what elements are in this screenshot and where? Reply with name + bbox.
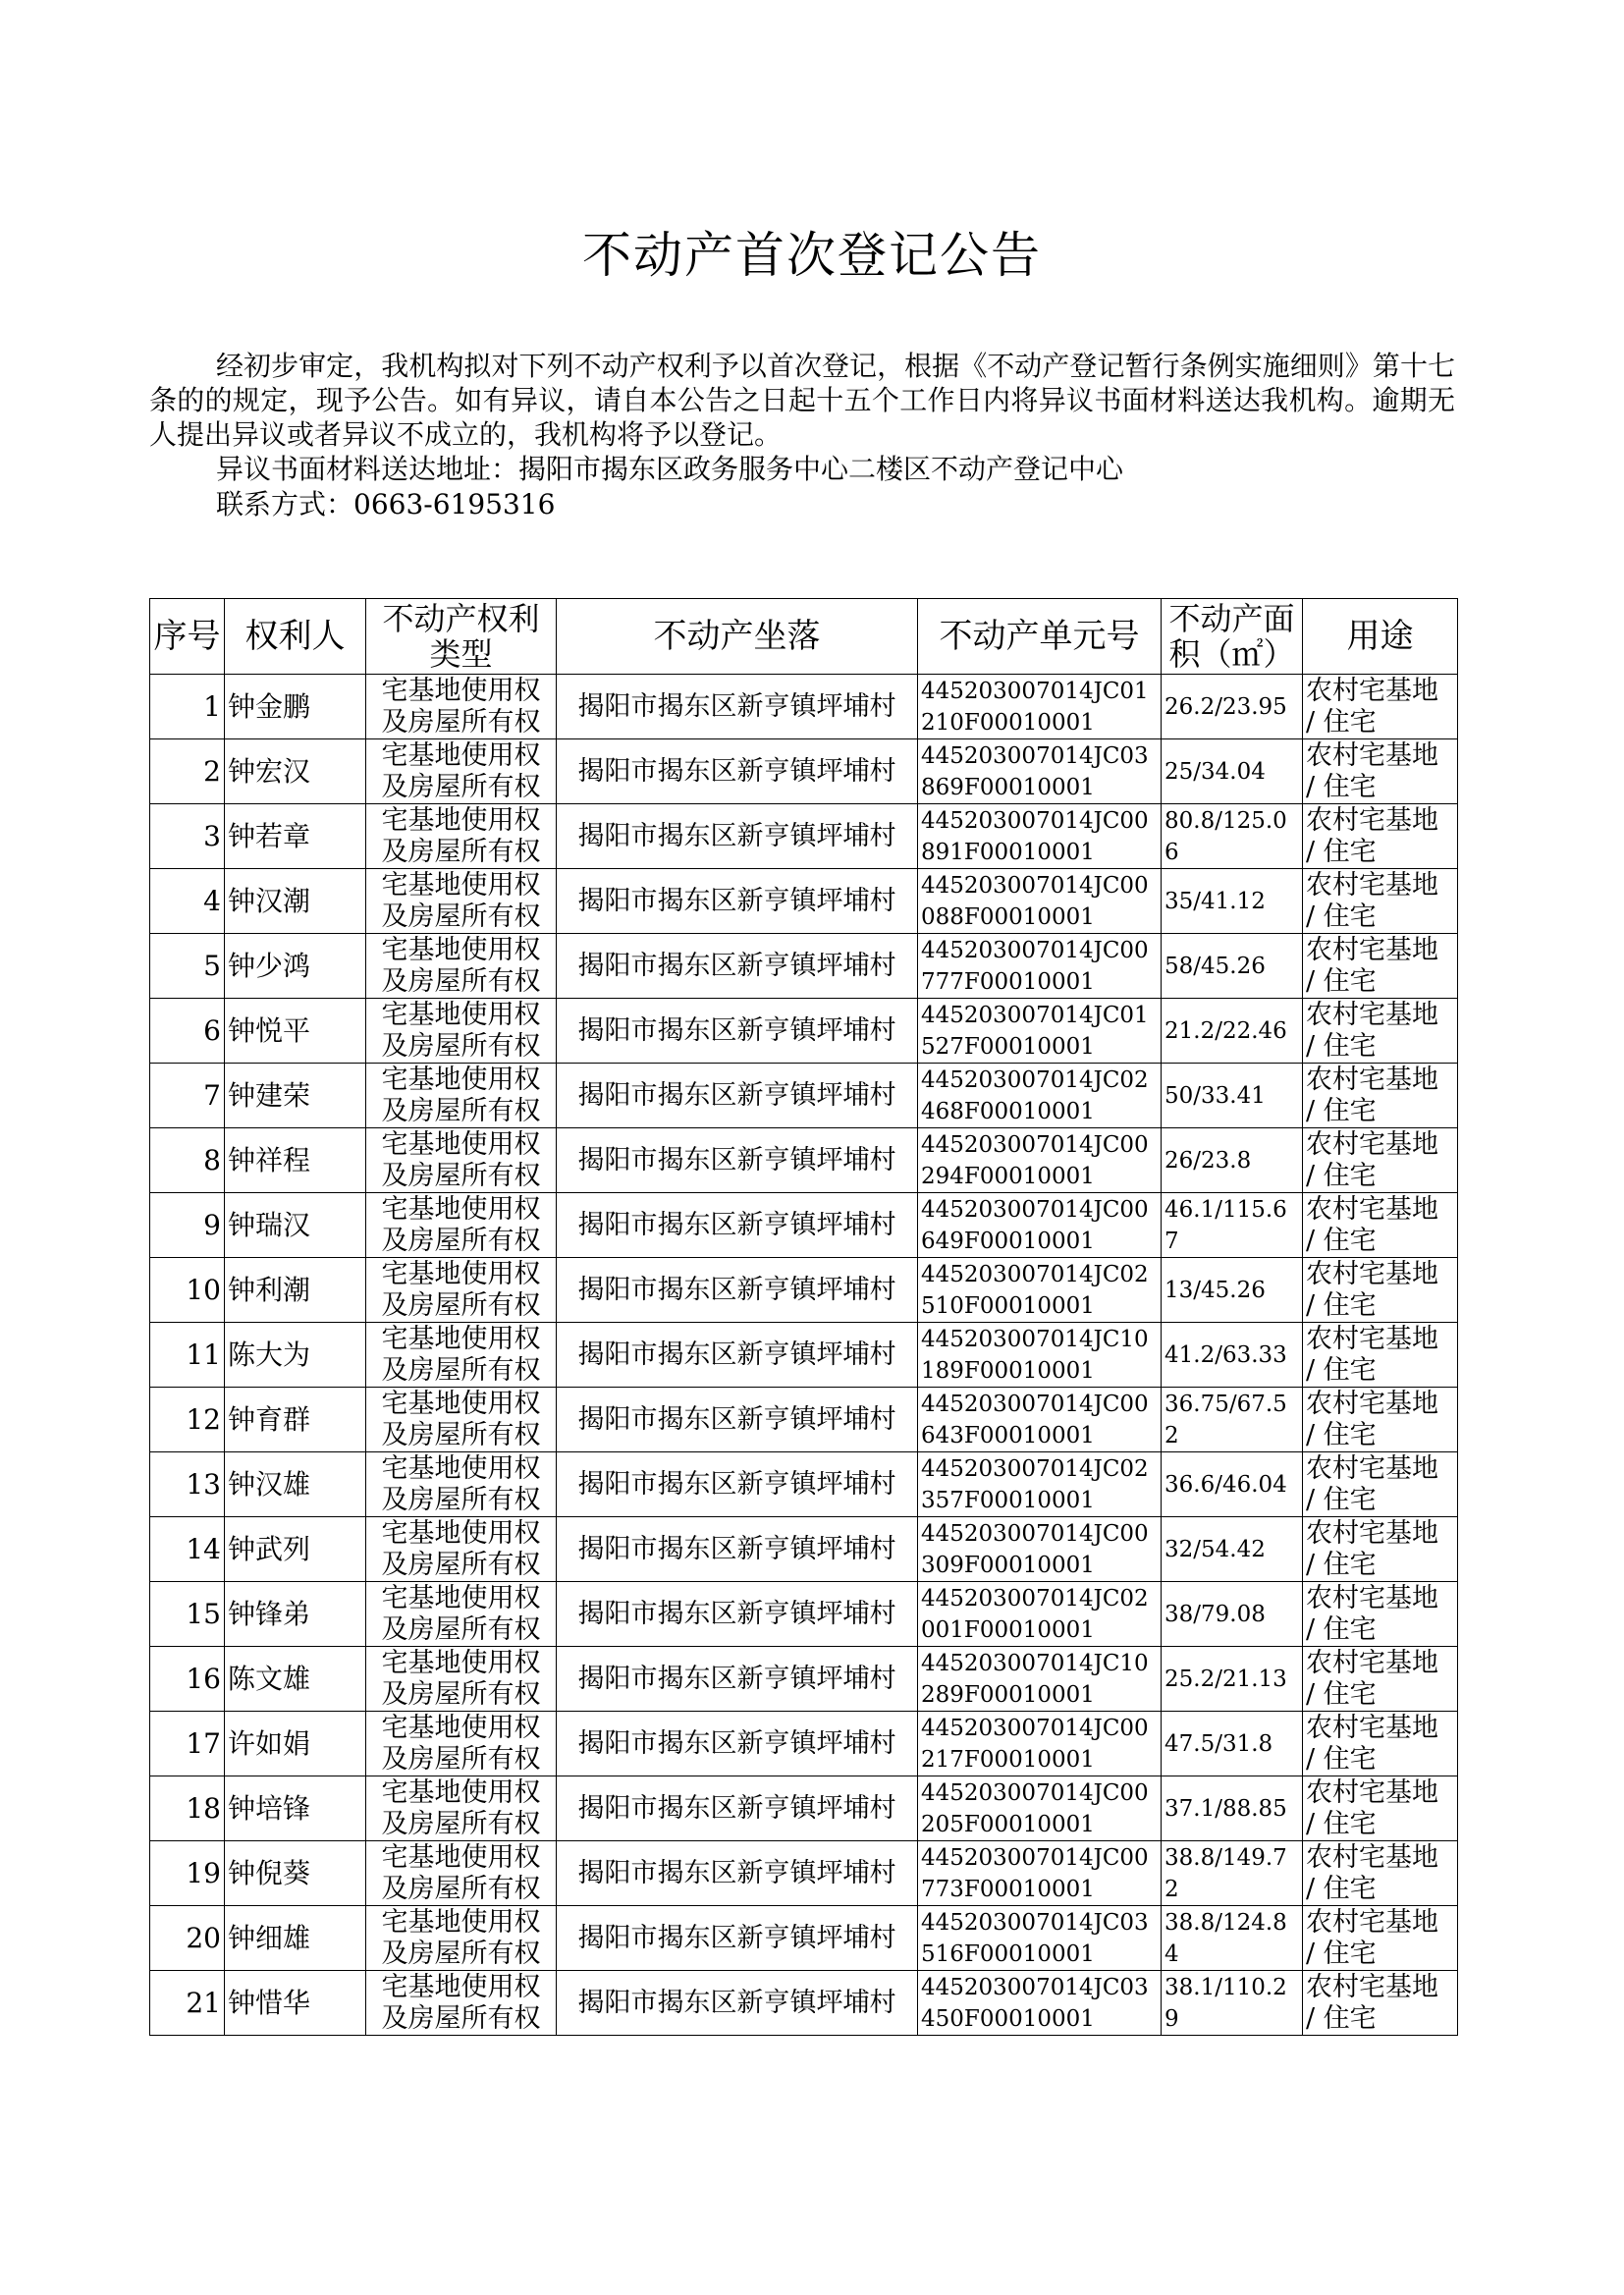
cell-location: 揭阳市揭东区新亨镇坪埔村 <box>557 999 918 1064</box>
cell-type: 宅基地使用权及房屋所有权 <box>366 999 557 1064</box>
cell-use: 农村宅基地 / 住宅 <box>1303 804 1458 869</box>
cell-use: 农村宅基地 / 住宅 <box>1303 1388 1458 1452</box>
table-row <box>150 1517 1458 1582</box>
table-row <box>150 1971 1458 2036</box>
cell-type: 宅基地使用权及房屋所有权 <box>366 675 557 739</box>
cell-owner: 钟育群 <box>225 1388 366 1452</box>
contact-info: 联系方式：0663-6195316 <box>216 488 556 520</box>
cell-unit: 445203007014JC10289F00010001 <box>918 1647 1162 1712</box>
cell-location: 揭阳市揭东区新亨镇坪埔村 <box>557 1647 918 1712</box>
table-row <box>150 934 1458 999</box>
cell-type: 宅基地使用权及房屋所有权 <box>366 804 557 869</box>
table-row <box>150 1452 1458 1517</box>
cell-unit: 445203007014JC02468F00010001 <box>918 1064 1162 1128</box>
cell-use: 农村宅基地 / 住宅 <box>1303 1323 1458 1388</box>
cell-unit: 445203007014JC00088F00010001 <box>918 869 1162 934</box>
cell-location: 揭阳市揭东区新亨镇坪埔村 <box>557 1452 918 1517</box>
cell-owner: 钟建荣 <box>225 1064 366 1128</box>
cell-owner: 陈大为 <box>225 1323 366 1388</box>
cell-owner: 钟金鹏 <box>225 675 366 739</box>
table-row <box>150 1388 1458 1452</box>
cell-location: 揭阳市揭东区新亨镇坪埔村 <box>557 1517 918 1582</box>
cell-unit: 445203007014JC03450F00010001 <box>918 1971 1162 2036</box>
table-row <box>150 1841 1458 1906</box>
header-use: 用途 <box>1303 599 1458 675</box>
table-row <box>150 869 1458 934</box>
cell-area: 25.2/21.13 <box>1162 1647 1303 1712</box>
cell-type: 宅基地使用权及房屋所有权 <box>366 1452 557 1517</box>
cell-use: 农村宅基地 / 住宅 <box>1303 1128 1458 1193</box>
cell-owner: 钟利潮 <box>225 1258 366 1323</box>
cell-seq: 7 <box>150 1064 225 1128</box>
cell-unit: 445203007014JC01527F00010001 <box>918 999 1162 1064</box>
cell-type: 宅基地使用权及房屋所有权 <box>366 1712 557 1776</box>
cell-area: 41.2/63.33 <box>1162 1323 1303 1388</box>
cell-owner: 钟汉潮 <box>225 869 366 934</box>
cell-type: 宅基地使用权及房屋所有权 <box>366 1388 557 1452</box>
cell-unit: 445203007014JC03516F00010001 <box>918 1906 1162 1971</box>
cell-use: 农村宅基地 / 住宅 <box>1303 1582 1458 1647</box>
table-header-row <box>150 599 1458 675</box>
header-area: 不动产面积（㎡） <box>1162 599 1303 675</box>
cell-unit: 445203007014JC02510F00010001 <box>918 1258 1162 1323</box>
cell-seq: 18 <box>150 1776 225 1841</box>
cell-use: 农村宅基地 / 住宅 <box>1303 869 1458 934</box>
cell-location: 揭阳市揭东区新亨镇坪埔村 <box>557 1064 918 1128</box>
cell-use: 农村宅基地 / 住宅 <box>1303 1193 1458 1258</box>
cell-area: 21.2/22.46 <box>1162 999 1303 1064</box>
cell-owner: 钟少鸿 <box>225 934 366 999</box>
cell-unit: 445203007014JC00309F00010001 <box>918 1517 1162 1582</box>
header-location: 不动产坐落 <box>557 599 918 675</box>
cell-seq: 3 <box>150 804 225 869</box>
cell-area: 47.5/31.8 <box>1162 1712 1303 1776</box>
cell-location: 揭阳市揭东区新亨镇坪埔村 <box>557 1323 918 1388</box>
cell-use: 农村宅基地 / 住宅 <box>1303 1712 1458 1776</box>
cell-unit: 445203007014JC00643F00010001 <box>918 1388 1162 1452</box>
table-row <box>150 1128 1458 1193</box>
cell-area: 32/54.42 <box>1162 1517 1303 1582</box>
table-row <box>150 804 1458 869</box>
cell-seq: 19 <box>150 1841 225 1906</box>
cell-use: 农村宅基地 / 住宅 <box>1303 1517 1458 1582</box>
cell-owner: 钟培锋 <box>225 1776 366 1841</box>
cell-owner: 钟若章 <box>225 804 366 869</box>
cell-location: 揭阳市揭东区新亨镇坪埔村 <box>557 1841 918 1906</box>
cell-type: 宅基地使用权及房屋所有权 <box>366 1064 557 1128</box>
header-seq: 序号 <box>150 599 225 675</box>
cell-seq: 6 <box>150 999 225 1064</box>
cell-area: 36.75/67.52 <box>1162 1388 1303 1452</box>
cell-type: 宅基地使用权及房屋所有权 <box>366 1776 557 1841</box>
cell-seq: 13 <box>150 1452 225 1517</box>
cell-unit: 445203007014JC02357F00010001 <box>918 1452 1162 1517</box>
cell-location: 揭阳市揭东区新亨镇坪埔村 <box>557 1193 918 1258</box>
table-row <box>150 739 1458 804</box>
cell-unit: 445203007014JC10189F00010001 <box>918 1323 1162 1388</box>
cell-seq: 1 <box>150 675 225 739</box>
cell-use: 农村宅基地 / 住宅 <box>1303 1971 1458 2036</box>
cell-unit: 445203007014JC03869F00010001 <box>918 739 1162 804</box>
cell-area: 38/79.08 <box>1162 1582 1303 1647</box>
cell-unit: 445203007014JC00773F00010001 <box>918 1841 1162 1906</box>
cell-use: 农村宅基地 / 住宅 <box>1303 739 1458 804</box>
cell-seq: 5 <box>150 934 225 999</box>
objection-address: 异议书面材料送达地址：揭阳市揭东区政务服务中心二楼区不动产登记中心 <box>216 453 1124 485</box>
cell-seq: 12 <box>150 1388 225 1452</box>
cell-owner: 钟悦平 <box>225 999 366 1064</box>
cell-area: 38.8/149.72 <box>1162 1841 1303 1906</box>
cell-type: 宅基地使用权及房屋所有权 <box>366 1323 557 1388</box>
cell-owner: 钟瑞汉 <box>225 1193 366 1258</box>
cell-area: 38.1/110.29 <box>1162 1971 1303 2036</box>
cell-location: 揭阳市揭东区新亨镇坪埔村 <box>557 1128 918 1193</box>
cell-area: 26/23.8 <box>1162 1128 1303 1193</box>
cell-unit: 445203007014JC00891F00010001 <box>918 804 1162 869</box>
cell-owner: 钟汉雄 <box>225 1452 366 1517</box>
table-row <box>150 1193 1458 1258</box>
header-type: 不动产权利类型 <box>366 599 557 675</box>
cell-owner: 许如娟 <box>225 1712 366 1776</box>
cell-use: 农村宅基地 / 住宅 <box>1303 1647 1458 1712</box>
cell-type: 宅基地使用权及房屋所有权 <box>366 1258 557 1323</box>
cell-use: 农村宅基地 / 住宅 <box>1303 1452 1458 1517</box>
cell-owner: 钟宏汉 <box>225 739 366 804</box>
cell-seq: 15 <box>150 1582 225 1647</box>
table-row <box>150 1064 1458 1128</box>
cell-location: 揭阳市揭东区新亨镇坪埔村 <box>557 1906 918 1971</box>
cell-area: 37.1/88.85 <box>1162 1776 1303 1841</box>
table-row <box>150 1582 1458 1647</box>
cell-type: 宅基地使用权及房屋所有权 <box>366 1647 557 1712</box>
cell-use: 农村宅基地 / 住宅 <box>1303 1776 1458 1841</box>
cell-type: 宅基地使用权及房屋所有权 <box>366 1841 557 1906</box>
cell-area: 26.2/23.95 <box>1162 675 1303 739</box>
cell-unit: 445203007014JC02001F00010001 <box>918 1582 1162 1647</box>
cell-use: 农村宅基地 / 住宅 <box>1303 675 1458 739</box>
cell-type: 宅基地使用权及房屋所有权 <box>366 934 557 999</box>
cell-type: 宅基地使用权及房屋所有权 <box>366 1517 557 1582</box>
cell-seq: 9 <box>150 1193 225 1258</box>
cell-area: 80.8/125.06 <box>1162 804 1303 869</box>
cell-seq: 20 <box>150 1906 225 1971</box>
cell-use: 农村宅基地 / 住宅 <box>1303 999 1458 1064</box>
table-row <box>150 1258 1458 1323</box>
cell-seq: 16 <box>150 1647 225 1712</box>
table-row <box>150 1776 1458 1841</box>
cell-location: 揭阳市揭东区新亨镇坪埔村 <box>557 1258 918 1323</box>
cell-use: 农村宅基地 / 住宅 <box>1303 934 1458 999</box>
cell-owner: 钟祥程 <box>225 1128 366 1193</box>
cell-location: 揭阳市揭东区新亨镇坪埔村 <box>557 1582 918 1647</box>
cell-owner: 陈文雄 <box>225 1647 366 1712</box>
cell-seq: 11 <box>150 1323 225 1388</box>
cell-location: 揭阳市揭东区新亨镇坪埔村 <box>557 1776 918 1841</box>
cell-unit: 445203007014JC00217F00010001 <box>918 1712 1162 1776</box>
cell-location: 揭阳市揭东区新亨镇坪埔村 <box>557 1712 918 1776</box>
cell-seq: 21 <box>150 1971 225 2036</box>
cell-seq: 14 <box>150 1517 225 1582</box>
cell-location: 揭阳市揭东区新亨镇坪埔村 <box>557 804 918 869</box>
cell-type: 宅基地使用权及房屋所有权 <box>366 1971 557 2036</box>
table-row <box>150 999 1458 1064</box>
cell-area: 38.8/124.84 <box>1162 1906 1303 1971</box>
cell-type: 宅基地使用权及房屋所有权 <box>366 1193 557 1258</box>
page-title: 不动产首次登记公告 <box>582 227 1042 284</box>
cell-area: 36.6/46.04 <box>1162 1452 1303 1517</box>
cell-area: 46.1/115.67 <box>1162 1193 1303 1258</box>
cell-seq: 10 <box>150 1258 225 1323</box>
table-row <box>150 1712 1458 1776</box>
header-owner: 权利人 <box>225 599 366 675</box>
cell-type: 宅基地使用权及房屋所有权 <box>366 1582 557 1647</box>
cell-type: 宅基地使用权及房屋所有权 <box>366 869 557 934</box>
cell-type: 宅基地使用权及房屋所有权 <box>366 1906 557 1971</box>
cell-unit: 445203007014JC00294F00010001 <box>918 1128 1162 1193</box>
cell-owner: 钟倪葵 <box>225 1841 366 1906</box>
cell-location: 揭阳市揭东区新亨镇坪埔村 <box>557 934 918 999</box>
cell-type: 宅基地使用权及房屋所有权 <box>366 739 557 804</box>
cell-location: 揭阳市揭东区新亨镇坪埔村 <box>557 1388 918 1452</box>
cell-use: 农村宅基地 / 住宅 <box>1303 1906 1458 1971</box>
cell-area: 50/33.41 <box>1162 1064 1303 1128</box>
cell-area: 13/45.26 <box>1162 1258 1303 1323</box>
cell-area: 58/45.26 <box>1162 934 1303 999</box>
registration-table <box>149 598 1458 2036</box>
cell-seq: 8 <box>150 1128 225 1193</box>
cell-unit: 445203007014JC00205F00010001 <box>918 1776 1162 1841</box>
cell-use: 农村宅基地 / 住宅 <box>1303 1841 1458 1906</box>
header-unit: 不动产单元号 <box>918 599 1162 675</box>
cell-area: 25/34.04 <box>1162 739 1303 804</box>
cell-use: 农村宅基地 / 住宅 <box>1303 1258 1458 1323</box>
cell-unit: 445203007014JC01210F00010001 <box>918 675 1162 739</box>
cell-type: 宅基地使用权及房屋所有权 <box>366 1128 557 1193</box>
cell-use: 农村宅基地 / 住宅 <box>1303 1064 1458 1128</box>
cell-location: 揭阳市揭东区新亨镇坪埔村 <box>557 1971 918 2036</box>
cell-seq: 4 <box>150 869 225 934</box>
cell-location: 揭阳市揭东区新亨镇坪埔村 <box>557 675 918 739</box>
table-row <box>150 1647 1458 1712</box>
cell-location: 揭阳市揭东区新亨镇坪埔村 <box>557 869 918 934</box>
cell-location: 揭阳市揭东区新亨镇坪埔村 <box>557 739 918 804</box>
cell-owner: 钟惜华 <box>225 1971 366 2036</box>
cell-owner: 钟锋弟 <box>225 1582 366 1647</box>
table-row <box>150 675 1458 739</box>
cell-unit: 445203007014JC00777F00010001 <box>918 934 1162 999</box>
cell-area: 35/41.12 <box>1162 869 1303 934</box>
cell-seq: 17 <box>150 1712 225 1776</box>
table-row <box>150 1906 1458 1971</box>
table-row <box>150 1323 1458 1388</box>
intro-paragraph: 经初步审定，我机构拟对下列不动产权利予以首次登记，根据《不动产登记暂行条例实施细则》第十七条的的规定，现予公告。如有异议，请自本公告之日起十五个工作日内将异议书面材料送达我机构。逾期无人提出异议或者异议不成立的，我机构将予以登记。 <box>149 350 1455 451</box>
cell-owner: 钟细雄 <box>225 1906 366 1971</box>
cell-seq: 2 <box>150 739 225 804</box>
cell-unit: 445203007014JC00649F00010001 <box>918 1193 1162 1258</box>
cell-owner: 钟武列 <box>225 1517 366 1582</box>
